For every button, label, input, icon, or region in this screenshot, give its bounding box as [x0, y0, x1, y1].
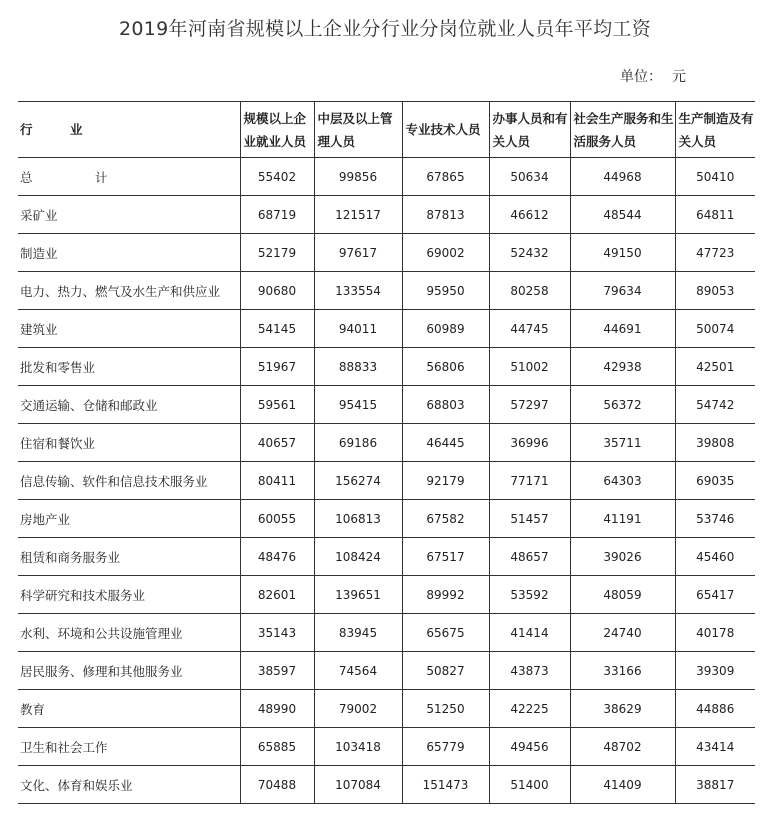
- table-row: [18, 766, 755, 804]
- wage-value-cell: 41409: [570, 766, 675, 804]
- wage-value-cell: 139651: [314, 576, 402, 614]
- wage-value-cell: 47723: [675, 234, 755, 272]
- industry-name-cell: 卫生和社会工作: [18, 728, 240, 766]
- column-header-service-workers: 社会生产服务和生活服务人员: [570, 102, 675, 158]
- wage-value-cell: 52179: [240, 234, 314, 272]
- wage-value-cell: 59561: [240, 386, 314, 424]
- industry-name-cell: 文化、体育和娱乐业: [18, 766, 240, 804]
- wage-value-cell: 79634: [570, 272, 675, 310]
- wage-value-cell: 53592: [489, 576, 570, 614]
- wage-value-cell: 69186: [314, 424, 402, 462]
- wage-value-cell: 39808: [675, 424, 755, 462]
- wage-value-cell: 48702: [570, 728, 675, 766]
- wage-value-cell: 92179: [402, 462, 489, 500]
- column-header-clerks: 办事人员和有关人员: [489, 102, 570, 158]
- wage-value-cell: 56806: [402, 348, 489, 386]
- wage-value-cell: 70488: [240, 766, 314, 804]
- industry-name-cell: 建筑业: [18, 310, 240, 348]
- wage-value-cell: 50074: [675, 310, 755, 348]
- wage-value-cell: 55402: [240, 158, 314, 196]
- industry-name-cell: 水利、环境和公共设施管理业: [18, 614, 240, 652]
- industry-name-cell: 电力、热力、燃气及水生产和供应业: [18, 272, 240, 310]
- industry-name-cell: 教育: [18, 690, 240, 728]
- wage-value-cell: 121517: [314, 196, 402, 234]
- wage-value-cell: 89053: [675, 272, 755, 310]
- wage-table: [18, 101, 755, 804]
- wage-value-cell: 51967: [240, 348, 314, 386]
- wage-value-cell: 68803: [402, 386, 489, 424]
- wage-value-cell: 39309: [675, 652, 755, 690]
- wage-value-cell: 43873: [489, 652, 570, 690]
- wage-value-cell: 67517: [402, 538, 489, 576]
- table-row: [18, 500, 755, 538]
- industry-name-cell: 住宿和餐饮业: [18, 424, 240, 462]
- table-row: [18, 158, 755, 196]
- wage-value-cell: 51250: [402, 690, 489, 728]
- table-row: [18, 576, 755, 614]
- wage-value-cell: 99856: [314, 158, 402, 196]
- wage-value-cell: 87813: [402, 196, 489, 234]
- wage-value-cell: 74564: [314, 652, 402, 690]
- wage-value-cell: 48990: [240, 690, 314, 728]
- wage-value-cell: 50827: [402, 652, 489, 690]
- wage-value-cell: 42938: [570, 348, 675, 386]
- industry-name-cell: 租赁和商务服务业: [18, 538, 240, 576]
- industry-name-cell: 批发和零售业: [18, 348, 240, 386]
- wage-value-cell: 77171: [489, 462, 570, 500]
- table-row: [18, 462, 755, 500]
- wage-value-cell: 48657: [489, 538, 570, 576]
- wage-value-cell: 133554: [314, 272, 402, 310]
- wage-value-cell: 42501: [675, 348, 755, 386]
- wage-value-cell: 68719: [240, 196, 314, 234]
- wage-value-cell: 50410: [675, 158, 755, 196]
- unit-note: [620, 66, 686, 86]
- column-header-industry: 行 业: [18, 102, 240, 158]
- wage-value-cell: 151473: [402, 766, 489, 804]
- industry-name-cell: 总 计: [18, 158, 240, 196]
- industry-name-cell: 科学研究和技术服务业: [18, 576, 240, 614]
- table-row: [18, 538, 755, 576]
- wage-value-cell: 67582: [402, 500, 489, 538]
- table-row: [18, 386, 755, 424]
- table-row: [18, 690, 755, 728]
- wage-value-cell: 38817: [675, 766, 755, 804]
- wage-value-cell: 95415: [314, 386, 402, 424]
- wage-value-cell: 60989: [402, 310, 489, 348]
- wage-value-cell: 95950: [402, 272, 489, 310]
- industry-name-cell: 交通运输、仓储和邮政业: [18, 386, 240, 424]
- wage-value-cell: 69035: [675, 462, 755, 500]
- table-row: [18, 310, 755, 348]
- wage-value-cell: 50634: [489, 158, 570, 196]
- wage-value-cell: 65779: [402, 728, 489, 766]
- wage-value-cell: 38597: [240, 652, 314, 690]
- unit-value: 元: [672, 69, 686, 85]
- industry-name-cell: 居民服务、修理和其他服务业: [18, 652, 240, 690]
- wage-value-cell: 107084: [314, 766, 402, 804]
- wage-value-cell: 46445: [402, 424, 489, 462]
- wage-value-cell: 43414: [675, 728, 755, 766]
- wage-value-cell: 64811: [675, 196, 755, 234]
- table-row: [18, 728, 755, 766]
- wage-value-cell: 33166: [570, 652, 675, 690]
- wage-value-cell: 42225: [489, 690, 570, 728]
- wage-value-cell: 89992: [402, 576, 489, 614]
- wage-value-cell: 41191: [570, 500, 675, 538]
- wage-value-cell: 49456: [489, 728, 570, 766]
- wage-value-cell: 106813: [314, 500, 402, 538]
- industry-name-cell: 信息传输、软件和信息技术服务业: [18, 462, 240, 500]
- table-row: [18, 652, 755, 690]
- wage-value-cell: 24740: [570, 614, 675, 652]
- wage-value-cell: 69002: [402, 234, 489, 272]
- column-header-all-employees: 规模以上企业就业人员: [240, 102, 314, 158]
- wage-value-cell: 108424: [314, 538, 402, 576]
- wage-value-cell: 44745: [489, 310, 570, 348]
- wage-value-cell: 38629: [570, 690, 675, 728]
- wage-value-cell: 103418: [314, 728, 402, 766]
- wage-value-cell: 54742: [675, 386, 755, 424]
- wage-value-cell: 57297: [489, 386, 570, 424]
- wage-value-cell: 65417: [675, 576, 755, 614]
- wage-value-cell: 80411: [240, 462, 314, 500]
- wage-value-cell: 45460: [675, 538, 755, 576]
- wage-value-cell: 40657: [240, 424, 314, 462]
- wage-value-cell: 51400: [489, 766, 570, 804]
- wage-value-cell: 36996: [489, 424, 570, 462]
- wage-value-cell: 51457: [489, 500, 570, 538]
- wage-value-cell: 39026: [570, 538, 675, 576]
- wage-value-cell: 88833: [314, 348, 402, 386]
- wage-value-cell: 51002: [489, 348, 570, 386]
- wage-value-cell: 48476: [240, 538, 314, 576]
- table-row: [18, 424, 755, 462]
- wage-value-cell: 53746: [675, 500, 755, 538]
- wage-value-cell: 46612: [489, 196, 570, 234]
- wage-value-cell: 80258: [489, 272, 570, 310]
- table-body: [18, 158, 755, 804]
- industry-name-cell: 制造业: [18, 234, 240, 272]
- table-row: [18, 348, 755, 386]
- wage-value-cell: 52432: [489, 234, 570, 272]
- wage-value-cell: 60055: [240, 500, 314, 538]
- wage-value-cell: 44968: [570, 158, 675, 196]
- wage-value-cell: 156274: [314, 462, 402, 500]
- wage-value-cell: 90680: [240, 272, 314, 310]
- wage-value-cell: 44691: [570, 310, 675, 348]
- wage-value-cell: 40178: [675, 614, 755, 652]
- industry-name-cell: 房地产业: [18, 500, 240, 538]
- wage-value-cell: 79002: [314, 690, 402, 728]
- column-header-professionals: 专业技术人员: [402, 102, 489, 158]
- table-row: [18, 614, 755, 652]
- table-row: [18, 196, 755, 234]
- table-header-row: [18, 102, 755, 158]
- column-header-production-workers: 生产制造及有关人员: [675, 102, 755, 158]
- wage-value-cell: 64303: [570, 462, 675, 500]
- page-title: 2019年河南省规模以上企业分行业分岗位就业人员年平均工资: [118, 18, 652, 40]
- wage-value-cell: 94011: [314, 310, 402, 348]
- unit-label: 单位：: [620, 69, 662, 85]
- wage-value-cell: 44886: [675, 690, 755, 728]
- table-row: [18, 272, 755, 310]
- wage-value-cell: 54145: [240, 310, 314, 348]
- wage-value-cell: 67865: [402, 158, 489, 196]
- wage-value-cell: 49150: [570, 234, 675, 272]
- column-header-managers: 中层及以上管理人员: [314, 102, 402, 158]
- wage-value-cell: 56372: [570, 386, 675, 424]
- table-row: [18, 234, 755, 272]
- wage-value-cell: 48059: [570, 576, 675, 614]
- wage-value-cell: 82601: [240, 576, 314, 614]
- wage-value-cell: 83945: [314, 614, 402, 652]
- wage-value-cell: 41414: [489, 614, 570, 652]
- wage-value-cell: 48544: [570, 196, 675, 234]
- wage-value-cell: 35711: [570, 424, 675, 462]
- industry-name-cell: 采矿业: [18, 196, 240, 234]
- wage-value-cell: 35143: [240, 614, 314, 652]
- wage-value-cell: 65675: [402, 614, 489, 652]
- wage-value-cell: 97617: [314, 234, 402, 272]
- wage-value-cell: 65885: [240, 728, 314, 766]
